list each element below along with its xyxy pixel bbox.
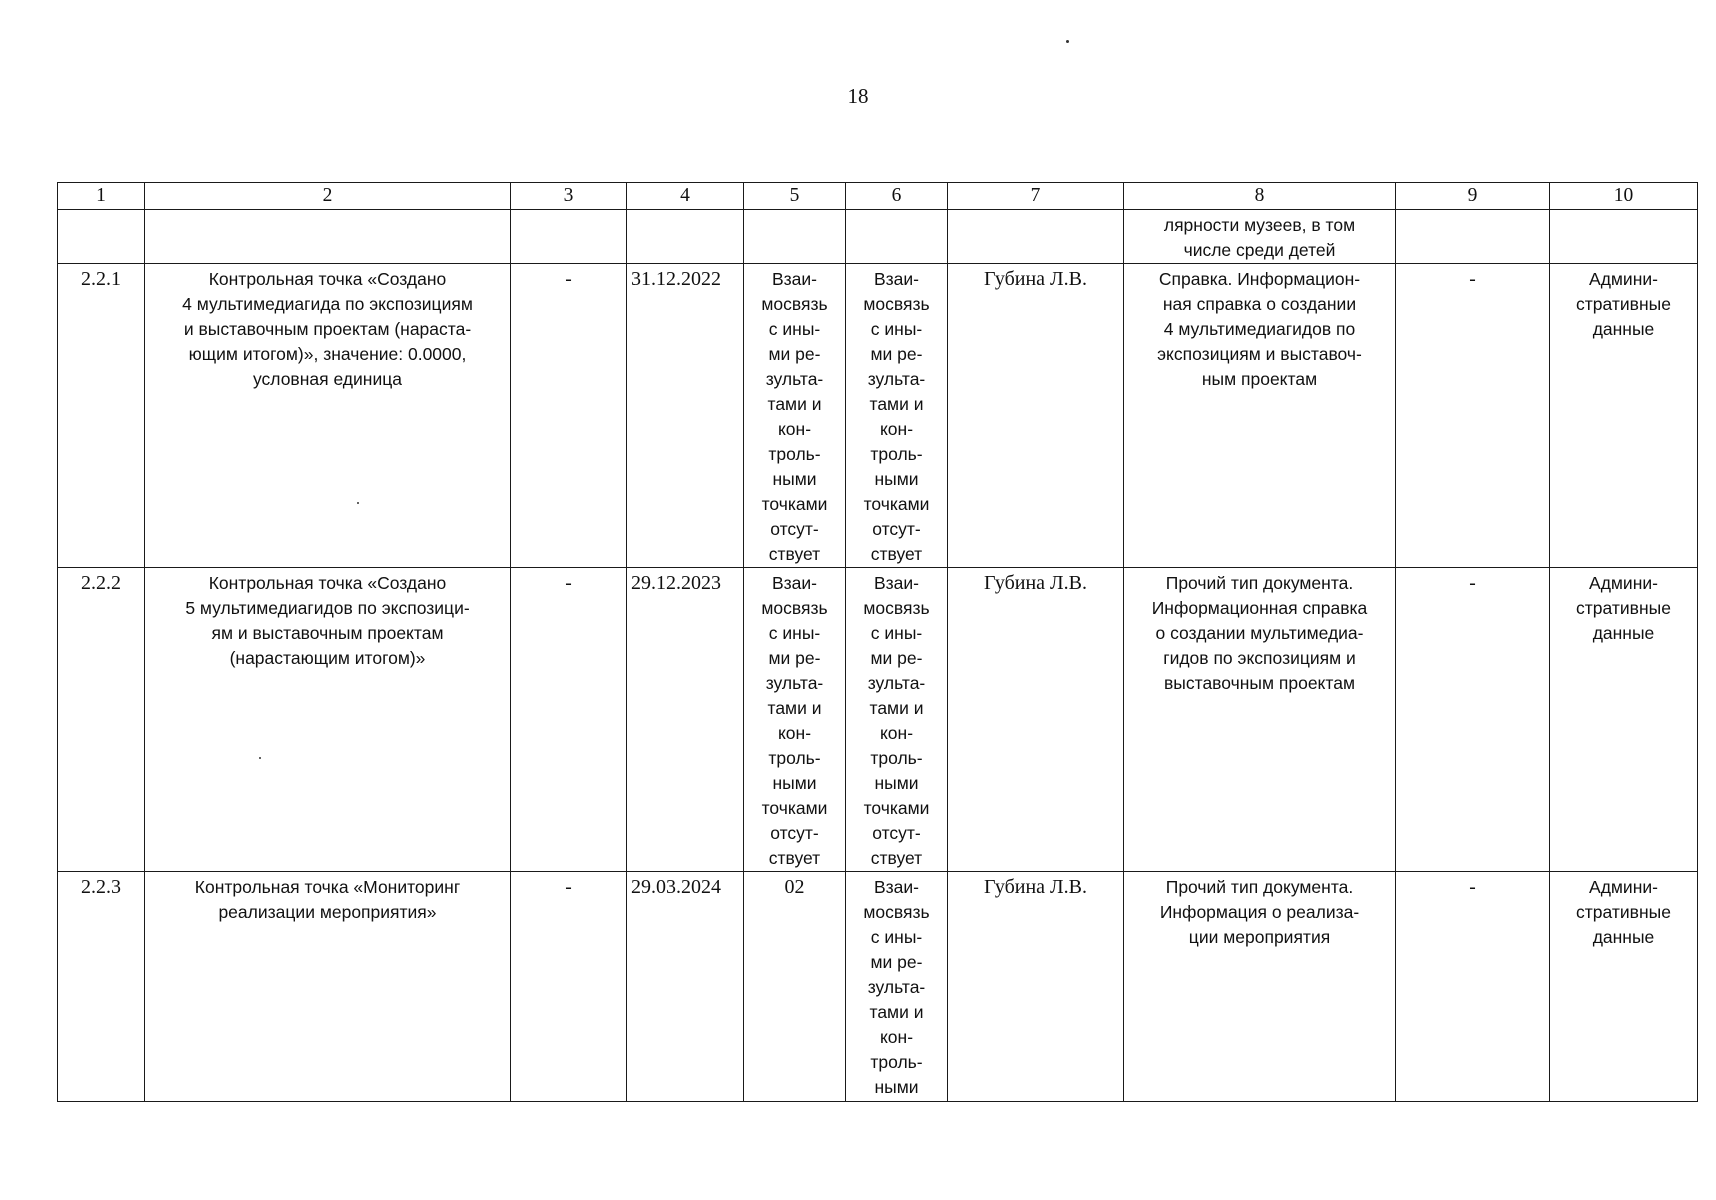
row-col9: - (1396, 872, 1550, 1102)
row-document: Прочий тип документа. Информация о реализа- ции мероприятия (1124, 872, 1396, 1102)
row-document: Прочий тип документа. Информационная справка о создании мультимедиа- гидов по экспозициям и выставочным проектам (1124, 568, 1396, 872)
row-responsible: Губина Л.В. (948, 568, 1124, 872)
row-date: 29.03.2024 (627, 872, 744, 1102)
row-col6: Взаи- мосвязь с ины- ми ре- зульта- тами и кон- троль- ными точками отсут- ствует (846, 568, 948, 872)
row-source: Админи- стративные данные (1550, 872, 1698, 1102)
row-col9: - (1396, 264, 1550, 568)
row-col9: - (1396, 568, 1550, 872)
row-col5: 02 (744, 872, 846, 1102)
column-header: 8 (1124, 183, 1396, 210)
column-header: 4 (627, 183, 744, 210)
scan-speck (1066, 40, 1069, 43)
row-col3: - (511, 264, 627, 568)
row-col3: - (511, 568, 627, 872)
row-col5: Взаи- мосвязь с ины- ми ре- зульта- тами и кон- троль- ными точками отсут- ствует (744, 568, 846, 872)
row-document: Справка. Информацион- ная справка о создании 4 мультимедиагидов по экспозициям и выставоч- ным проектам (1124, 264, 1396, 568)
row-source: Админи- стративные данные (1550, 264, 1698, 568)
row-description: Контрольная точка «Создано 5 мультимедиагидов по экспозици- ям и выставочным проектам (нарастающим итогом)» (145, 568, 511, 872)
row-date: 31.12.2022 (627, 264, 744, 568)
table-row (58, 568, 1698, 872)
row-description: Контрольная точка «Создано 4 мультимедиагида по экспозициям и выставочным проектам (нараста- ющим итогом)», значение: 0.0000, условная единица (145, 264, 511, 568)
column-header: 9 (1396, 183, 1550, 210)
row-number: 2.2.3 (58, 872, 145, 1102)
row-col3: - (511, 872, 627, 1102)
column-header: 2 (145, 183, 511, 210)
row-col6: Взаи- мосвязь с ины- ми ре- зульта- тами и кон- троль- ными (846, 872, 948, 1102)
column-header: 1 (58, 183, 145, 210)
row-description: Контрольная точка «Мониторинг реализации мероприятия» (145, 872, 511, 1102)
column-number-row (58, 183, 1698, 210)
row-source: Админи- стративные данные (1550, 568, 1698, 872)
column-header: 3 (511, 183, 627, 210)
row-number: 2.2.2 (58, 568, 145, 872)
row-col5: Взаи- мосвязь с ины- ми ре- зульта- тами и кон- троль- ными точками отсут- ствует (744, 264, 846, 568)
continuation-row (58, 210, 1698, 264)
row-responsible: Губина Л.В. (948, 872, 1124, 1102)
column-header: 5 (744, 183, 846, 210)
column-header: 10 (1550, 183, 1698, 210)
row-col6: Взаи- мосвязь с ины- ми ре- зульта- тами и кон- троль- ными точками отсут- ствует (846, 264, 948, 568)
row-responsible: Губина Л.В. (948, 264, 1124, 568)
column-header: 6 (846, 183, 948, 210)
column-header: 7 (948, 183, 1124, 210)
row-number: 2.2.1 (58, 264, 145, 568)
page-number: 18 (847, 84, 869, 108)
row-date: 29.12.2023 (627, 568, 744, 872)
table-row (58, 872, 1698, 1102)
continued-document-text: лярности музеев, в том числе среди детей (1124, 210, 1396, 264)
table-row (58, 264, 1698, 568)
control-points-table (57, 182, 1698, 1102)
